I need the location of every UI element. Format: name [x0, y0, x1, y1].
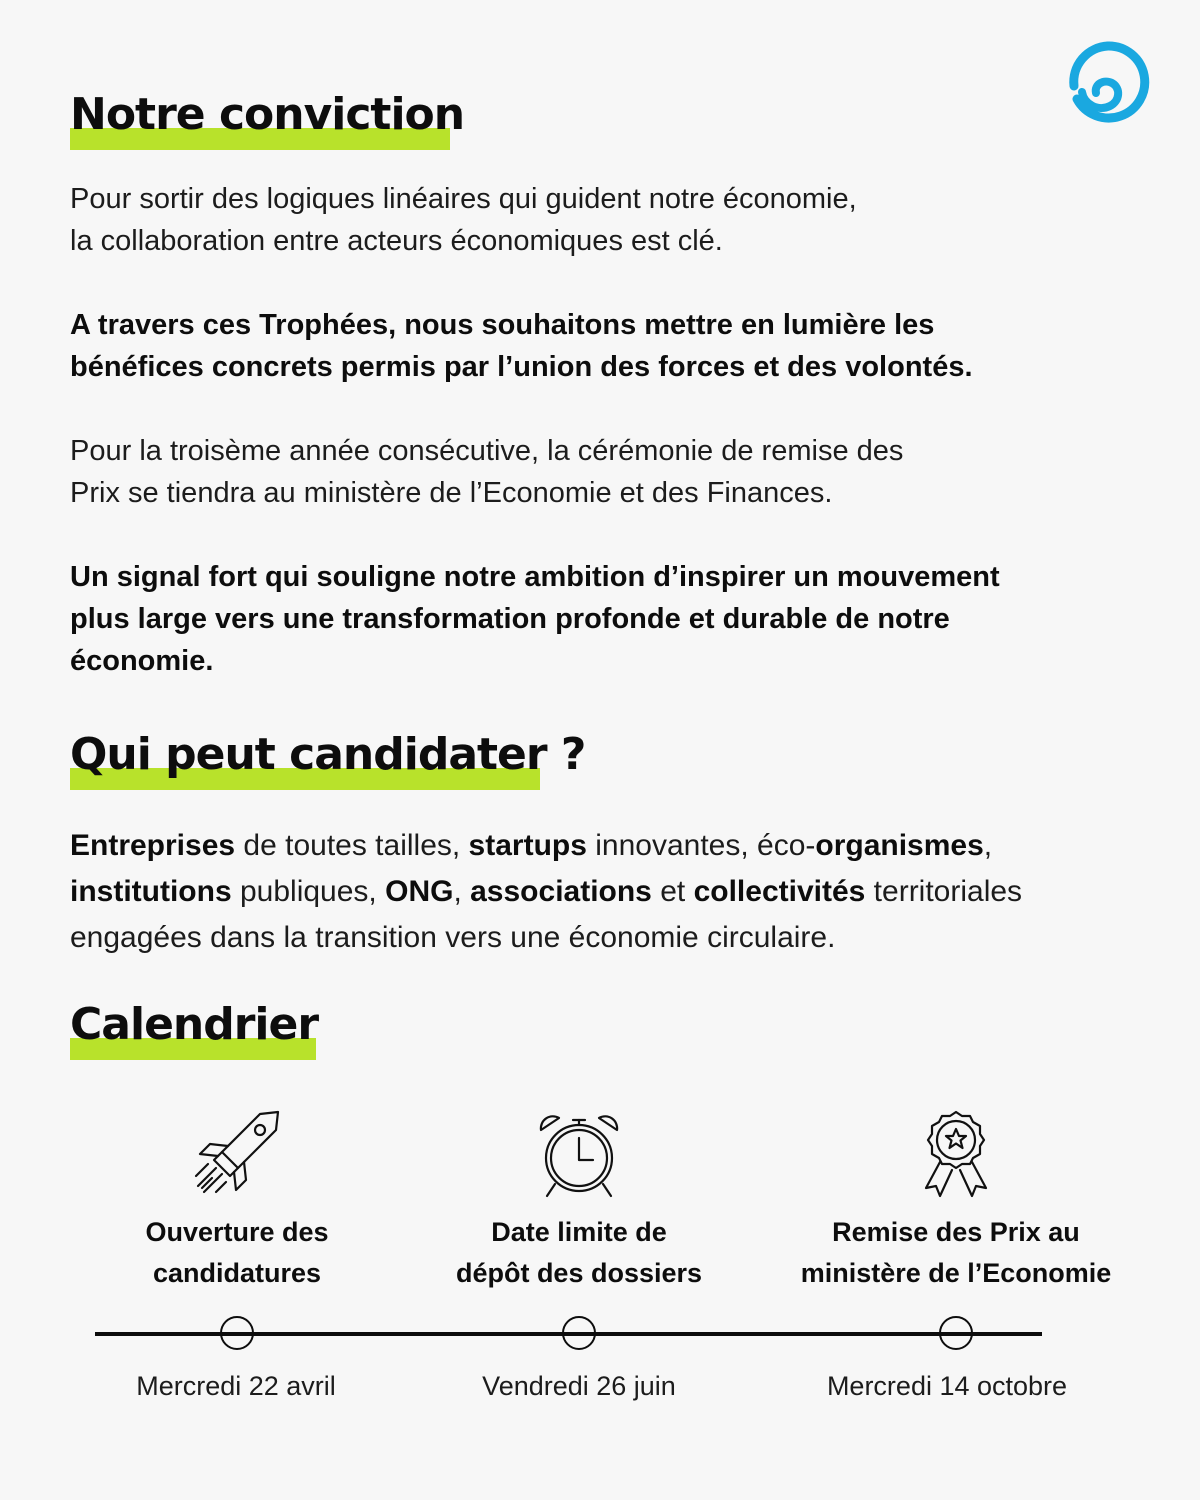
text-line: plus large vers une transformation profonde et durable de notre: [70, 603, 950, 635]
step-date-ceremony: Mercredi 14 octobre: [826, 1371, 1068, 1401]
keyword: associations: [470, 875, 652, 908]
keyword: ONG: [385, 875, 454, 908]
step-title-ceremony: [776, 1212, 1136, 1294]
step-date-opening: Mercredi 22 avril: [136, 1371, 336, 1401]
timeline-dot: [562, 1316, 596, 1350]
section-heading-calendar: [70, 999, 319, 1050]
text: innovantes, éco-: [586, 829, 816, 862]
heading-text: Notre conviction: [70, 89, 465, 140]
text-line: la collaboration entre acteurs économiques est clé.: [70, 225, 723, 257]
text-line: Un signal fort qui souligne notre ambition d’inspirer un mouvement: [70, 561, 1000, 593]
text-line: Remise des Prix au: [832, 1217, 1080, 1247]
conviction-paragraph-4: [70, 556, 1140, 682]
text: et: [651, 875, 694, 908]
text-line: Prix se tiendra au ministère de l’Economie et des Finances.: [70, 477, 833, 509]
timeline-dot: [939, 1316, 973, 1350]
text-line: Pour sortir des logiques linéaires qui guident notre économie,: [70, 183, 857, 215]
text-line: Date limite de: [491, 1217, 667, 1247]
step-title-opening: [57, 1212, 417, 1294]
text-line: ministère de l’Economie: [800, 1258, 1112, 1288]
conviction-paragraph-1: [70, 178, 1140, 262]
step-title-deadline: [399, 1212, 759, 1294]
text: de toutes tailles,: [235, 829, 469, 862]
step-date-deadline: Vendredi 26 juin: [482, 1371, 676, 1401]
conviction-paragraph-2: [70, 304, 1140, 388]
text: ,: [983, 829, 993, 862]
rocket-icon: [192, 1108, 284, 1200]
section-heading-who: [70, 729, 586, 780]
text-line: dépôt des dossiers: [455, 1258, 703, 1288]
award-badge-icon: [910, 1108, 1002, 1200]
conviction-paragraph-3: [70, 430, 1140, 514]
text: ,: [453, 875, 471, 908]
swirl-logo-icon: [1066, 40, 1150, 124]
text-line: [70, 823, 1150, 869]
keyword: institutions: [70, 875, 232, 908]
text-line: Ouverture des: [145, 1217, 329, 1247]
text-line: candidatures: [152, 1258, 322, 1288]
text-line: engagées dans la transition vers une économie circulaire.: [70, 921, 836, 954]
keyword: startups: [468, 829, 587, 862]
eligibility-paragraph: [70, 823, 1150, 961]
keyword: Entreprises: [70, 829, 236, 862]
heading-text: Qui peut candidater ?: [70, 729, 586, 780]
text-line: bénéfices concrets permis par l’union des forces et des volontés.: [70, 351, 973, 383]
text: territoriales: [865, 875, 1023, 908]
text-line: économie.: [70, 645, 214, 677]
alarm-clock-icon: [533, 1108, 625, 1200]
keyword: organismes: [815, 829, 984, 862]
timeline-dot: [220, 1316, 254, 1350]
text-line: [70, 869, 1150, 915]
text: publiques,: [231, 875, 386, 908]
heading-text: Calendrier: [70, 999, 319, 1050]
text-line: Pour la troisème année consécutive, la cérémonie de remise des: [70, 435, 904, 467]
section-heading-conviction: [70, 89, 465, 140]
keyword: collectivités: [693, 875, 866, 908]
text-line: A travers ces Trophées, nous souhaitons mettre en lumière les: [70, 309, 935, 341]
